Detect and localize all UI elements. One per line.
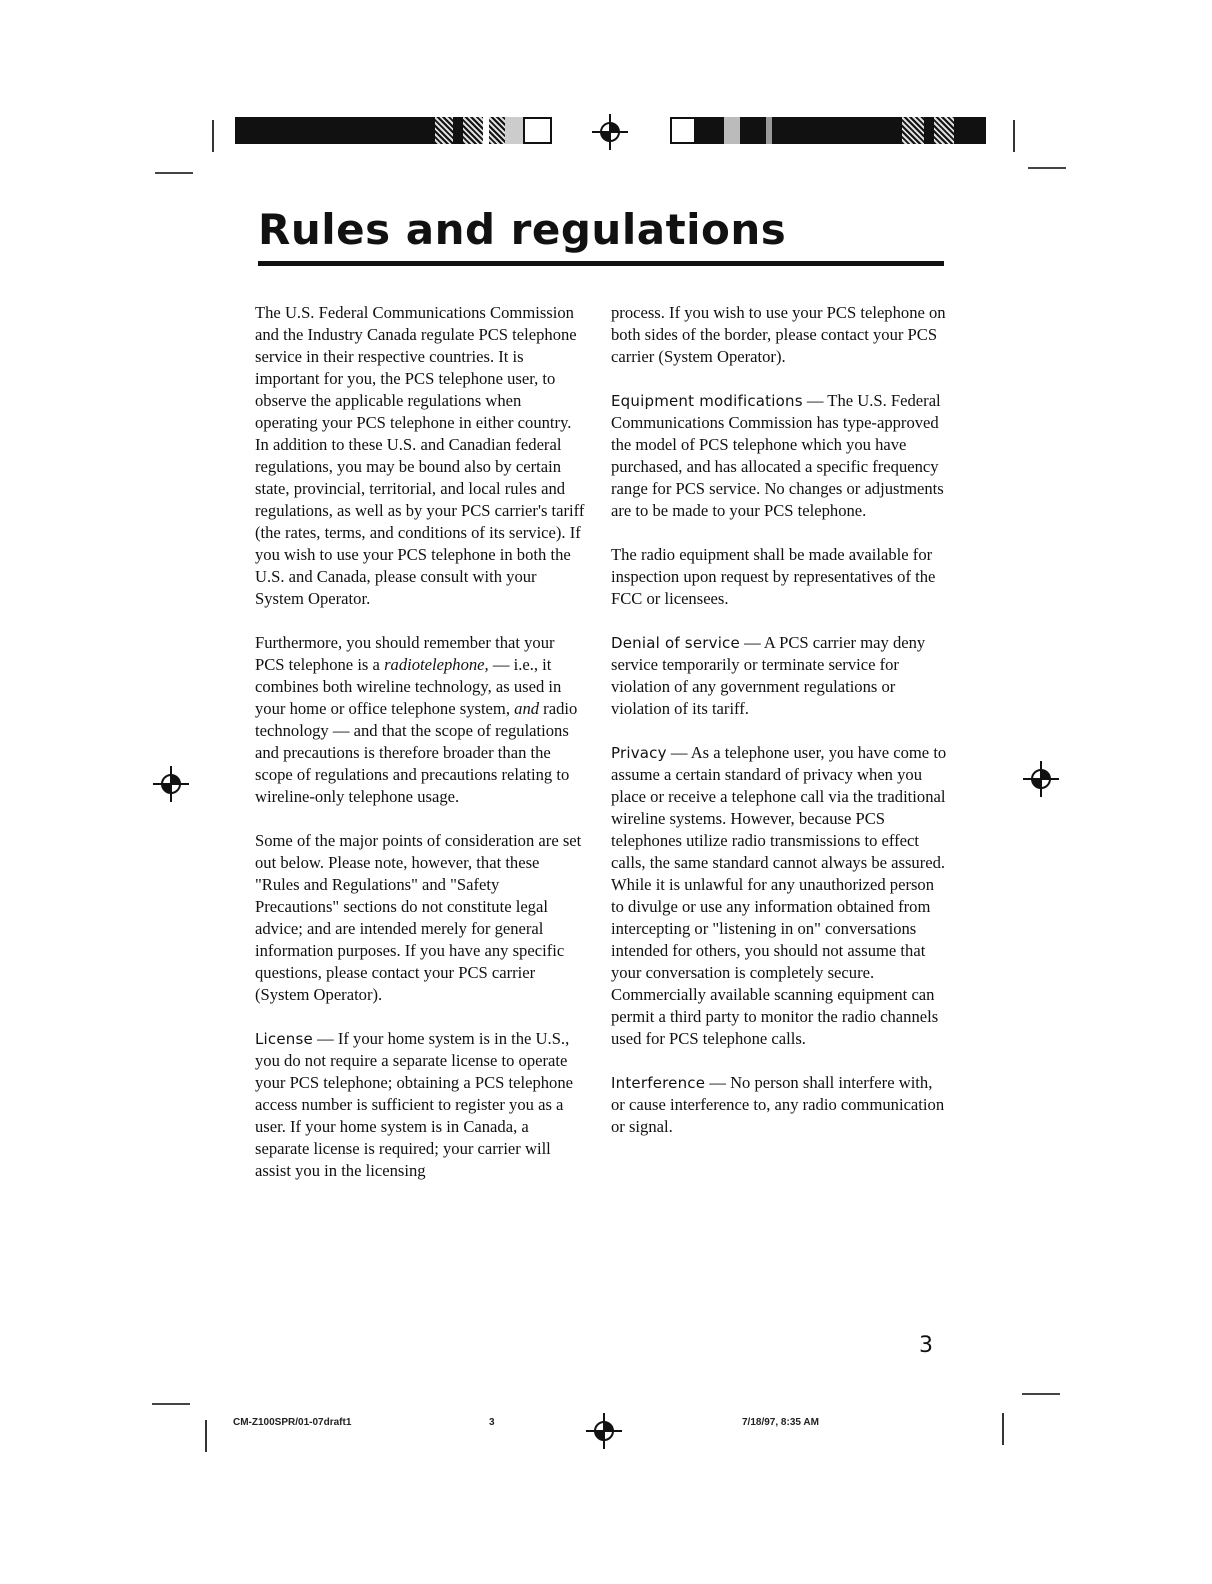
registration-target-icon-right bbox=[1021, 759, 1061, 799]
privacy-section bbox=[611, 742, 947, 1050]
page-number: 3 bbox=[919, 1333, 933, 1358]
crop-mark-top-left bbox=[212, 120, 214, 152]
license-text: — If your home system is in the U.S., you do not require a separate license to operate your PCS telephone; obtaining a PCS telephone access number is sufficient to register you as a user. If your home system is in Canada, a separate license is required; your carrier will assist you in the licensing bbox=[255, 1029, 574, 1180]
radiotelephone-term: radiotelephone, bbox=[384, 655, 489, 674]
radiotelephone-paragraph bbox=[255, 632, 585, 808]
registration-bar-right bbox=[670, 117, 986, 144]
registration-target-icon-left bbox=[151, 764, 191, 804]
radiotelephone-text-start: Furthermore, you should remember that your PCS telephone is a bbox=[255, 633, 555, 674]
crop-mark-bottom-right-h bbox=[1022, 1393, 1060, 1395]
license-section bbox=[255, 1028, 585, 1182]
left-column bbox=[255, 302, 585, 1204]
title-underline bbox=[258, 261, 944, 266]
radiotelephone-text-end: radio technology — and that the scope of regulations and precautions is therefore broader than the scope of regulations and precautions relating to wireline-only telephone usage. bbox=[255, 699, 578, 806]
crop-mark-top-left-h bbox=[155, 172, 193, 174]
equipment-text: — The U.S. Federal Communications Commission has type-approved the model of PCS telephone which you have purchased, and has allocated a specific frequency range for PCS service. No changes or adjustments are to be made to your PCS telephone. bbox=[611, 391, 944, 520]
crop-mark-top-right bbox=[1013, 120, 1015, 152]
considerations-paragraph: Some of the major points of consideration are set out below. Please note, however, that these "Rules and Regulations" and "Safety Precautions" sections do not constitute legal advice; and are intended merely for general information purposes. If you have any specific questions, please contact your PCS carrier (System Operator). bbox=[255, 831, 582, 1004]
denial-text: — A PCS carrier may deny service temporarily or terminate service for violation of any government regulations or violation of its tariff. bbox=[611, 633, 926, 718]
crop-mark-bottom-left-h bbox=[152, 1403, 190, 1405]
interference-text: — No person shall interfere with, or cause interference to, any radio communication or signal. bbox=[611, 1073, 945, 1136]
right-column bbox=[611, 302, 947, 1160]
license-heading: License bbox=[255, 1030, 313, 1048]
licensing-continuation: process. If you wish to use your PCS telephone on both sides of the border, please contact your PCS carrier (System Operator). bbox=[611, 303, 946, 366]
page-title: Rules and regulations bbox=[258, 205, 787, 254]
equipment-heading: Equipment modifications bbox=[611, 392, 803, 410]
footer-page: 3 bbox=[489, 1417, 495, 1428]
interference-heading: Interference bbox=[611, 1074, 706, 1092]
registration-target-icon-bottom bbox=[584, 1411, 624, 1451]
intro-paragraph: The U.S. Federal Communications Commission and the Industry Canada regulate PCS telephone service in their respective countries. It is important for you, the PCS telephone user, to observe the applicable regulations when operating your PCS telephone in either country. In addition to these U.S. and Canadian federal regulations, you may be bound also by certain state, provincial, territorial, and local rules and regulations, as well as by your PCS carrier's tariff (the rates, terms, and conditions of its service). If you wish to use your PCS telephone in both the U.S. and Canada, please consult with your System Operator. bbox=[255, 303, 585, 608]
inspection-paragraph: The radio equipment shall be made available for inspection upon request by representatives of the FCC or licensees. bbox=[611, 545, 936, 608]
footer-doc-id: CM-Z100SPR/01-07draft1 bbox=[233, 1417, 352, 1428]
privacy-text: — As a telephone user, you have come to assume a certain standard of privacy when you place or receive a telephone call via the traditional wireline systems. However, because PCS telephones utilize radio transmissions to effect calls, the same standard cannot always be assured. While it is unlawful for any unauthorized person to divulge or use any information obtained from intercepting or "listening in on" conversations intended for others, you should not assume that your conversation is completely secure. Commercially available scanning equipment can permit a third party to monitor the radio channels used for PCS telephone calls. bbox=[611, 743, 947, 1048]
equipment-section bbox=[611, 390, 947, 522]
crop-mark-bottom-right bbox=[1002, 1413, 1004, 1445]
privacy-heading: Privacy bbox=[611, 744, 667, 762]
radiotelephone-text-middle: — i.e., it combines both wireline technology, as used in your home or office telephone system, bbox=[255, 655, 562, 718]
registration-bar-left bbox=[235, 117, 552, 144]
denial-section bbox=[611, 632, 947, 720]
registration-target-icon-top bbox=[590, 112, 630, 152]
footer-timestamp: 7/18/97, 8:35 AM bbox=[742, 1417, 819, 1428]
and-emphasis: and bbox=[514, 699, 540, 718]
interference-section bbox=[611, 1072, 947, 1138]
crop-mark-top-right-h bbox=[1028, 167, 1066, 169]
denial-heading: Denial of service bbox=[611, 634, 740, 652]
crop-mark-bottom-left bbox=[205, 1420, 207, 1452]
